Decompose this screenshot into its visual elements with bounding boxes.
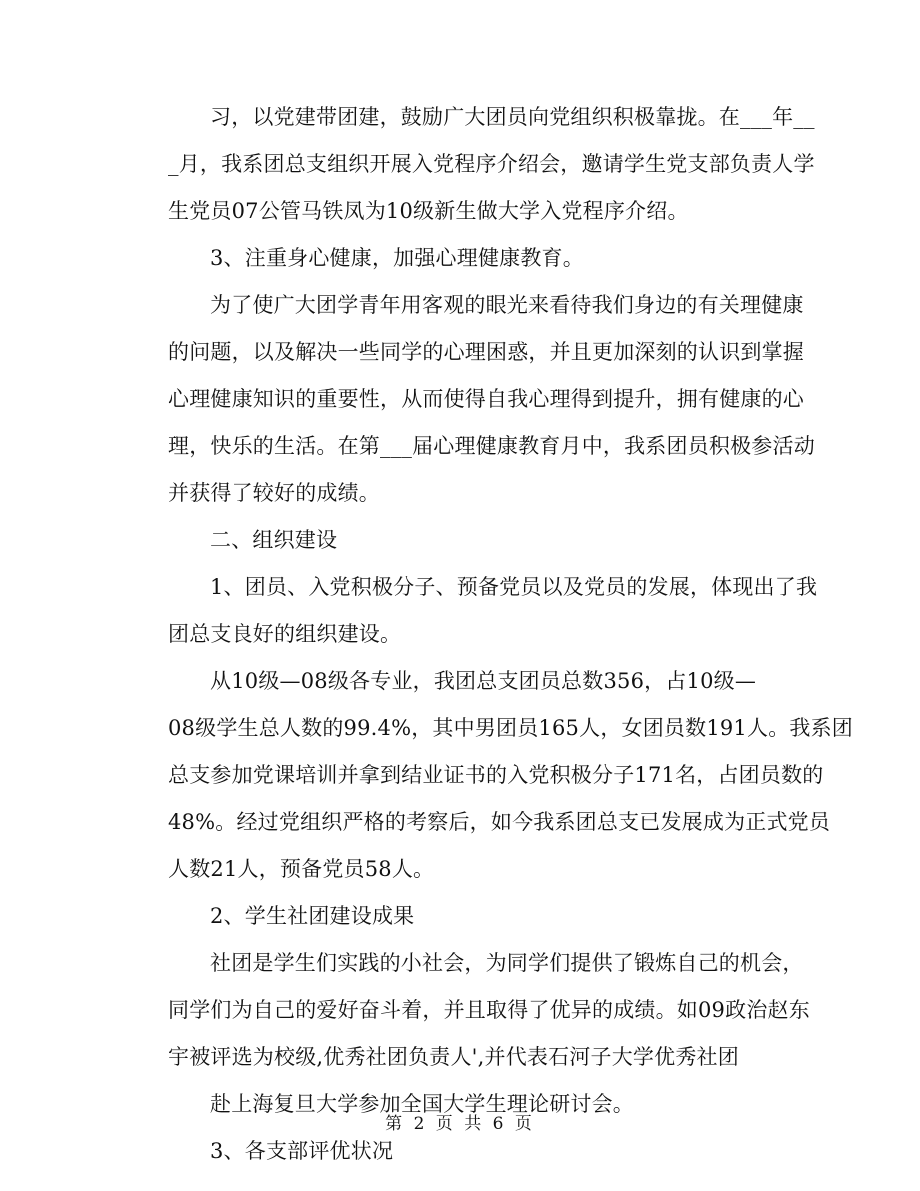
text-line: _月，我系团总支组织开展入党程序介绍会，邀请学生党支部负责人学 xyxy=(168,152,815,176)
text-line: 同学们为自己的爱好奋斗着，并且取得了优异的成绩。如09政治赵东 xyxy=(168,998,810,1022)
text-line: 习，以党建带团建，鼓励广大团员向党组织积极靠拢。在___年__ xyxy=(210,105,815,129)
text-line: 总支参加党课培训并拿到结业证书的入党积极分子171名，占团员数的 xyxy=(168,763,824,787)
section-heading: 3、各支部评优状况 xyxy=(210,1139,394,1163)
section-heading: 二、组织建设 xyxy=(210,528,338,552)
text-line: 社团是学生们实践的小社会，为同学们提供了锻炼自己的机会， xyxy=(210,951,804,975)
text-line: 从10级—08级各专业，我团总支团员总数356，占10级— xyxy=(210,669,757,693)
text-line: 为了使广大团学青年用客观的眼光来看待我们身边的有关理健康 xyxy=(210,293,804,317)
text-line: 并获得了较好的成绩。 xyxy=(168,481,380,505)
section-heading: 3、注重身心健康，加强心理健康教育。 xyxy=(210,246,584,270)
section-heading: 2、学生社团建设成果 xyxy=(210,904,415,928)
text-line: 理，快乐的生活。在第___届心理健康教育月中，我系团员积极参活动 xyxy=(168,434,815,458)
page-number-footer: 第 2 页 共 6 页 xyxy=(385,1114,535,1134)
text-line: 心理健康知识的重要性，从而使得自我心理得到提升，拥有健康的心 xyxy=(168,387,804,411)
text-line: 08级学生总人数的99.4%，其中男团员165人，女团员数191人。我系团 xyxy=(168,716,853,740)
text-line: 宇被评选为校级,优秀社团负责人',并代表石河子大学优秀社团 xyxy=(168,1045,739,1069)
section-heading: 1、团员、入党积极分子、预备党员以及党员的发展，体现出了我 xyxy=(210,575,818,599)
document-body xyxy=(168,104,853,1185)
text-line: 生党员07公管马铁凤为10级新生做大学入党程序介绍。 xyxy=(168,199,689,223)
text-line: 赴上海复旦大学参加全国大学生理论研讨会。 xyxy=(210,1092,634,1116)
text-line: 团总支良好的组织建设。 xyxy=(168,622,402,646)
text-line: 人数21人，预备党员58人。 xyxy=(168,857,435,881)
text-line: 的问题，以及解决一些同学的心理困惑，并且更加深刻的认识到掌握 xyxy=(168,340,804,364)
text-line: 48%。经过党组织严格的考察后，如今我系团总支已发展成为正式党员 xyxy=(168,810,831,834)
